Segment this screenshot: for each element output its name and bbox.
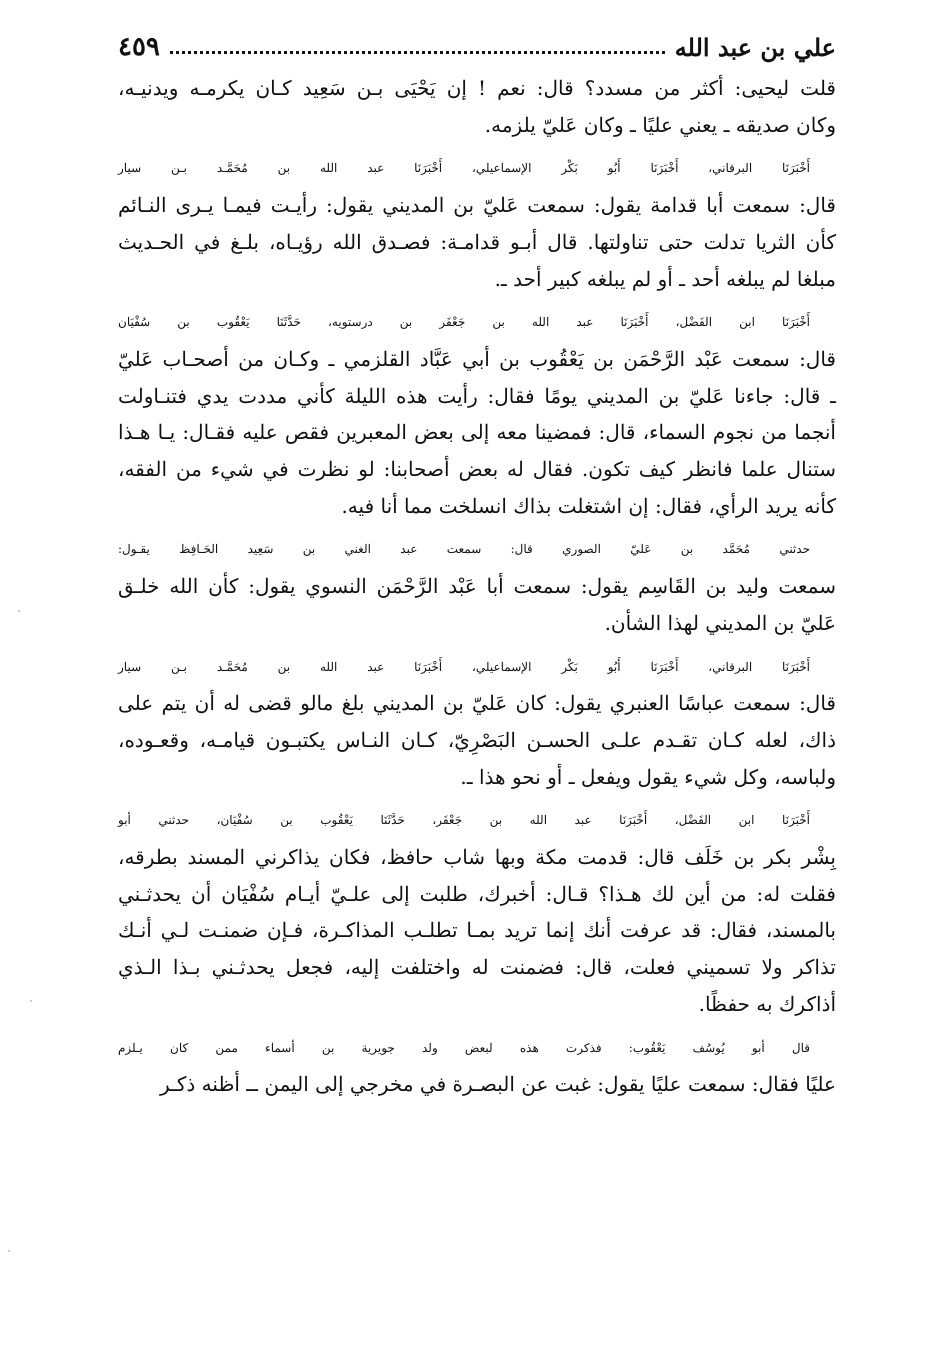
text-line: بِشْر بكر بن خَلَف قال: قدمت مكة وبها شاب حافظ، فكان يذاكرني المسند بطرقه، <box>118 845 836 870</box>
text-line: عَليّ بن المديني لهذا الشأن. <box>604 610 836 635</box>
scan-speck <box>30 1000 32 1002</box>
text-line: أَخْبَرَنَا البرقاني، أَخْبَرَنَا أَبُو بَكْر الإسماعيلي، أَخْبَرَنَا عبد الله بن مُحَمَّـد بـن سيار <box>118 161 810 176</box>
text-line: تذاكر ولا تسميني فعلت، قال: فضمنت له واختلفت إليه، فجعل يحدثـني بـذا الـذي <box>118 955 836 980</box>
text-line: أَخْبَرَنَا ابن الفَضْل، أَخْبَرَنَا عبد الله بن جَعْفَر بن درستويه، حَدَّثَنَا يَعْقُوب بن سُفْيَان <box>118 315 810 330</box>
text-line: عليًا فقال: سمعت عليًا يقول: غبت عن البصـرة في مخرجي إلى اليمن ــ أظنه ذكـر <box>160 1072 836 1097</box>
scan-speck <box>18 610 20 612</box>
text-line: أذاكرك به حفظًا. <box>698 991 836 1016</box>
text-line: أَخْبَرَنَا البرقاني، أَخْبَرَنَا أَبُو بَكْر الإسماعيلي، أَخْبَرَنَا عبد الله بن مُحَمَّـد بـن سيار <box>118 659 810 674</box>
text-line: قال: سمعت أبا قدامة يقول: سمعت عَليّ بن المديني يقول: رأيـت فيمـا يـرى النـائم <box>118 193 836 218</box>
paragraph <box>118 150 836 297</box>
scan-speck <box>8 1250 10 1252</box>
text-line: أَخْبَرَنَا ابن الفَضْل، أَخْبَرَنَا عبد الله بن جَعْفَر، حَدَّثَنَا يَعْقُوب بن سُفْيَان، حدثني أبو <box>118 813 810 828</box>
text-line: ذاك، لعله كـان تقـدم علـى الحسـن البَصْرِيّ، كـان النـاس يكتبـون قيامـه، وقعـوده، <box>118 727 836 752</box>
text-line: كأن الثريا تدلت حتى تناولتها. قال أبـو قدامـة: فصـدق الله رؤيـاه، بلـغ في الحـديث <box>118 229 836 254</box>
paragraph <box>118 1030 836 1103</box>
paragraph <box>118 70 836 143</box>
paragraph <box>118 649 836 796</box>
text-line: ولباسه، وكل شيء يقول ويفعل ـ أو نحو هذا ـ. <box>460 764 836 789</box>
body-text <box>118 70 836 1110</box>
paragraph <box>118 802 836 1022</box>
text-line: قال أبو يُوسُف يَعْقُوب: فذكرت هذه لبعض ولد جويرية بن أسماء ممن كان يـلزم <box>118 1040 810 1055</box>
text-line: كأنه يريد الرأي، فقال: إن اشتغلت بذاك انسلخت مما أنا فيه. <box>341 493 836 518</box>
text-line: قال: سمعت عباسًا العنبري يقول: كان عَليّ بن المديني بلغ مالو قضى له أن يتم على <box>118 691 836 716</box>
paragraph <box>118 531 836 641</box>
text-line: سمعت وليد بن القَاسِم يقول: سمعت أبا عَبْد الرَّحْمَن النسوي يقول: كأن الله خلـق <box>118 574 836 599</box>
text-line: أنجما من نجوم السماء، قال: فمضينا معه إلى بعض المعبرين فقص عليه فقـال: يـا هـذا <box>118 420 836 445</box>
text-line: ستنال علما فانظر كيف تكون. فقال له بعض أصحابنا: لو نظرت في شيء من الفقه، <box>118 457 836 482</box>
text-line: قلت ليحيى: أكثر من مسدد؟ قال: نعم ! إن يَحْيَى بـن سَعِيد كـان يكرمـه ويدنيـه، <box>118 76 836 100</box>
text-line: حدثني مُحَمَّد بن عَليّ الصوري قال: سمعت عبد الغني بن سَعِيد الحَـافِظ يقـول: <box>118 542 810 557</box>
dotted-leader <box>170 51 665 54</box>
text-line: قال: سمعت عَبْد الرَّحْمَن بن يَعْقُوب بن أبي عَبَّاد القلزمي ـ وكـان من أصحـاب عَليّ <box>118 346 836 371</box>
text-line: فقلت له: من أين لك هـذا؟ قـال: أخبرك، طلبت إلى علـيّ أيـام سُفْيَان أن يحدثـني <box>118 881 836 906</box>
text-line: مبلغا لم يبلغه أحد ـ أو لم يبلغه كبير أحد ـ. <box>494 266 836 291</box>
paragraph <box>118 304 836 524</box>
page-number: ٤٥٩ <box>118 32 160 62</box>
text-line: ـ قال: جاءنا عَليّ بن المديني يومًا فقال: رأيت هذه الليلة كأني مددت يدي فتنـاولت <box>118 383 836 408</box>
running-title: علي بن عبد الله <box>674 33 836 62</box>
page-header <box>118 28 836 62</box>
text-line: وكان صديقه ـ يعني عليًا ـ وكان عَليّ يلزمه. <box>484 112 836 137</box>
text-line: بالمسند، فقال: قد عرفت أنك إنما تريد بمـا تطلـب المذاكـرة، فـإن ضمنـت لـي أنـك <box>118 918 836 943</box>
